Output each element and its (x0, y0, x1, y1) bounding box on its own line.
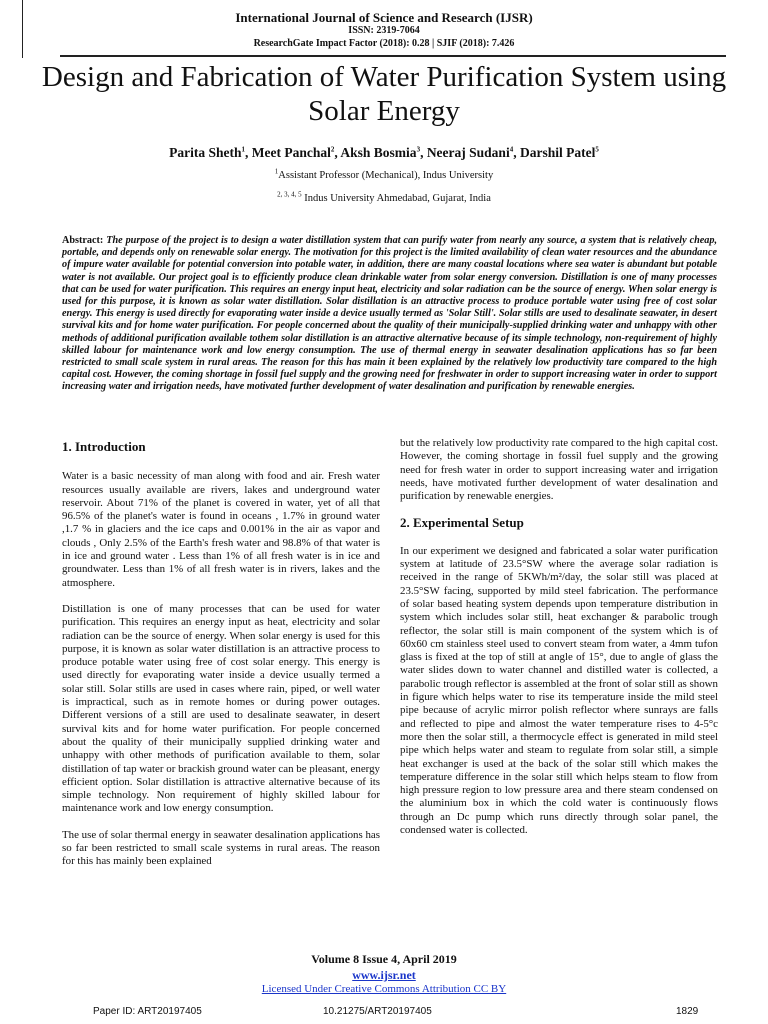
author-name: Aksh Bosmia (340, 145, 417, 160)
section-heading-introduction: 1. Introduction (62, 439, 146, 454)
affiliation-text: Indus University Ahmedabad, Gujarat, India (304, 193, 491, 204)
author-affil-mark: 1 (241, 145, 246, 154)
paragraph: The use of solar thermal energy in seawater desalination applications has so far been restricted to small scale systems in rural areas. The reason for this has mainly been explained (62, 828, 380, 868)
author-name: Darshil Patel (519, 145, 596, 160)
author-affil-mark: 5 (595, 145, 599, 154)
abstract (62, 235, 717, 394)
author-name: Parita Sheth (169, 145, 242, 160)
abstract-body: The purpose of the project is to design a water distillation system that can purify water from nearly any source, a system that is relatively cheap, portable, and depends only on renewable solar energy. The motivation for this project is the limited availability of clean water resources and the abundance of impure water available for potential conversion into potable water, in addition, there are many coastal locations where sea water is abundant but potable water is not available. Our project goal is to efficiently produce clean drinkable water from solar energy conversion. Distillation is one of many processes that can be used for water purification. This requires an energy input heat, electricity and solar radiation can be the source of energy. When solar energy is used for this purpose, it is known as solar water distillation. Solar distillation is an attractive process to produce portable water using free of cost solar energy. This energy is used directly for evaporating water inside a device usually termed as 'Solar Still'. Solar stills are used to desalinate seawater, in desert survival kits and for home water purification. For people concerned about the quality of their municipally-supplied drinking water and unhappy with other methods of additional purification available tothem solar distillation is an attractive alternative because of its simple technology, non-requirement of highly skilled labour for maintenance work and low energy consumption. The use of thermal energy in seawater desalination applications has so far been restricted to small scale system in rural areas. The reason for this has main it been explained by the relatively low productivity tare compared to the high capital cost. However, the coming shortage in fossil fuel supply and the growing need for freshwater in order to support increasing water in order to support increasing water and irrigation needs, have motivated further development of water desalination and purification by renewable energies. (62, 235, 718, 393)
paragraph: In our experiment we designed and fabricated a solar water purification system at latitude of 23.5°SW where the average solar radiation is received in the range of 5KWh/m²/day, the solar still was placed at 23.5°SW facing, supported by mild steel fabrication. The performance of solar based heating system depends upon temperature distribution in system which includes solar still, heat exchanger & parabolic trough reflector, the solar still is main component of the system which is of 60x60 cm stainless steel used to convert steam from water, a 4mm tufon glass is fixed at the top of still at angle of 15°, due to angle of glass the water slides down to water channel and distilled water is collected, a parabolic trough reflector is assembled at the front of solar still as shown in figure which helps water to rise its temperature inside the mild steel pipe because of acrylic mirror polish reflector where sunrays are falls and reflected to pipe and almost the water temperature rises to 4-5°c more then the solar still, a thermocycle effect is generated in mild steel pipe which helps water and steam to regulate from solar still, a simple heat exchanger is used at the back of the solar still which makes the temperature difference in the solar still which helps steam to flow from high pressure region to low pressure area and there steam condensed on the aluminium box in which the cold water is continuously flows through an Dc pump which runs directly through solar panel, the condensed water is collected. (400, 544, 718, 837)
affiliation-mark: 1 (274, 167, 279, 176)
impact-factor: ResearchGate Impact Factor (2018): 0.28 | SJIF (2018): 7.426 (253, 38, 515, 49)
author-affil-mark: 4 (509, 145, 514, 154)
volume-issue: Volume 8 Issue 4, April 2019 (311, 952, 457, 966)
paragraph: Water is a basic necessity of man along with food and air. Fresh water resources usually available are rivers, lakes and underground water reservoir. About 71% of the planet is covered in water, yet of all that 96.5% of the planet's water is found in oceans , 1.7% in ground water ,1.7 % in glaciers and the ice caps and 0.001% in the air as vapor and clouds , Only 2.5% of the Earth's fresh water and 98.8% of that water is in ice and ground water . Less than 1% of all fresh water is in ice and groundwater. Less than 1% of all fresh water is in rivers, lakes and the atmosphere. (62, 470, 380, 589)
paragraph: Distillation is one of many processes that can be used for water purification. This requires an energy input as heat, electricity and solar radiation can be the source of energy. When solar energy is used for this purpose, it is known as solar water distillation is an attractive process to produce potable water using free of cost solar energy. This energy is used directly for evaporating water inside a device usually termed a solar still. Solar stills are used in cases where rain, piped, or well water is impractical, such as in remote homes or during power outages. Different versions of a still are used to desalinate seawater, in desert survival kits and for home water purification. For people concerned about the quality of their municipally supplied drinking water and unhappy with other methods of purification available to them, solar distillation of tap water or brackish ground water can be pleasant, energy efficient option. Solar distillation is attractive alternative because of its simple technology. Non requirement of highly skilled labour for maintenance work and low energy consumption. (62, 602, 380, 815)
author-name: Meet Panchal (251, 145, 331, 160)
journal-website-link[interactable]: www.ijsr.net (352, 968, 416, 982)
section-heading-experimental-setup: 2. Experimental Setup (400, 515, 524, 531)
paper-title: Design and Fabrication of Water Purification System using Solar Energy (41, 61, 727, 127)
paper-id: Paper ID: ART20197405 (93, 1006, 202, 1017)
license-link[interactable]: Licensed Under Creative Commons Attribution CC BY (261, 983, 507, 995)
header-rule (60, 55, 726, 57)
journal-name: International Journal of Science and Research (IJSR) (235, 10, 533, 25)
right-column (400, 437, 718, 850)
paragraph: but the relatively low productivity rate compared to the high capital cost. However, the coming shortage in fossil fuel supply and the growing need for fresh water in order to support increasing water and irrigation needs, have motivated further development of water desalination and purification by renewable energies. (400, 437, 718, 503)
left-column (62, 437, 380, 882)
author-name: Neeraj Sudani (426, 145, 510, 160)
abstract-label: Abstract: (62, 235, 104, 246)
affiliation-2 (0, 190, 768, 204)
issn: ISSN: 2319-7064 (348, 25, 420, 36)
doi: 10.21275/ART20197405 (323, 1006, 432, 1017)
affiliation-mark: 2, 3, 4, 5 (277, 190, 302, 199)
author-affil-mark: 3 (416, 145, 421, 154)
affiliation-text: Assistant Professor (Mechanical), Indus University (278, 170, 494, 181)
affiliation-1 (0, 167, 768, 181)
author-affil-mark: 2 (330, 145, 335, 154)
author-list: Parita Sheth$^1$, Meet Panchal$^2$, Aksh Bosmia$^3$, Neeraj Sudani$^4$, Darshil Patel$^5$ (169, 145, 599, 160)
page-number: 1829 (676, 1006, 699, 1017)
